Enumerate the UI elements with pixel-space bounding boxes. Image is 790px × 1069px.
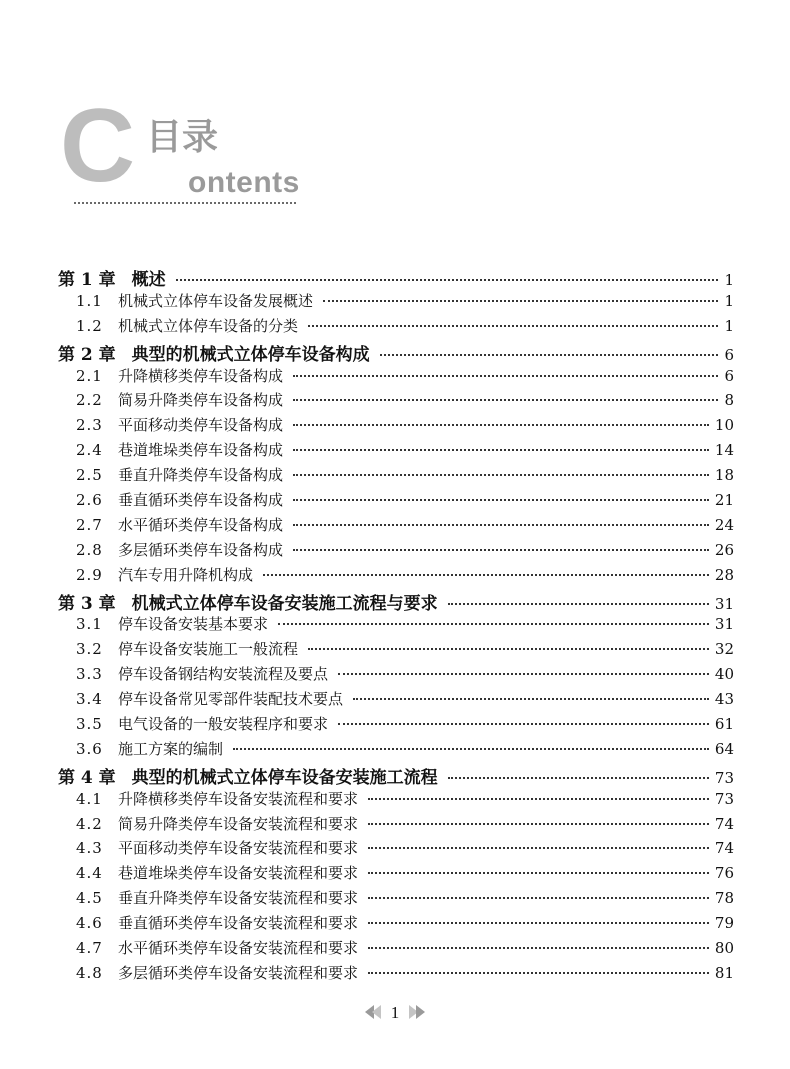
- toc-dot-leader: [176, 279, 718, 281]
- toc-entry-number: 第 1 章: [58, 270, 116, 290]
- toc-entry-title: 多层循环类停车设备安装流程和要求: [118, 963, 359, 982]
- toc-page-number: 1: [724, 316, 734, 335]
- contents-header: [60, 88, 320, 218]
- toc-section-row[interactable]: [58, 514, 734, 539]
- toc-dot-leader: [368, 897, 709, 899]
- toc-section-row[interactable]: [58, 439, 734, 464]
- toc-section-row[interactable]: [58, 962, 734, 987]
- toc-page-number: 78: [714, 889, 734, 908]
- right-triangle-icon: [409, 1004, 425, 1023]
- toc-dot-leader: [293, 549, 709, 551]
- toc-section-row[interactable]: [58, 613, 734, 638]
- toc-section-row[interactable]: [58, 788, 734, 813]
- toc-page-number: 6: [724, 366, 734, 385]
- toc-page-number: 31: [714, 615, 734, 634]
- toc-dot-leader: [293, 449, 709, 451]
- toc-section-row[interactable]: [58, 688, 734, 713]
- toc-dot-leader: [368, 922, 709, 924]
- toc-section-row[interactable]: [58, 315, 734, 340]
- toc-entry-title: 垂直升降类停车设备构成: [118, 466, 284, 485]
- toc-section-row[interactable]: [58, 464, 734, 489]
- toc-page-number: 79: [714, 914, 734, 933]
- toc-entry-title: 概述: [131, 270, 166, 290]
- toc-page-number: 10: [714, 416, 734, 435]
- toc-dot-leader: [353, 698, 709, 700]
- toc-entry-number: 2.2: [76, 391, 103, 410]
- toc-section-row[interactable]: [58, 290, 734, 315]
- toc-dot-leader: [368, 823, 709, 825]
- page-number: 1: [390, 1003, 400, 1022]
- toc-entry-title: 停车设备常见零部件装配技术要点: [118, 690, 344, 709]
- toc-dot-leader: [293, 499, 709, 501]
- toc-entry-title: 垂直循环类停车设备构成: [118, 491, 284, 510]
- toc-entry-number: 3.2: [76, 640, 103, 659]
- toc-page-number: 18: [714, 466, 734, 485]
- toc-entry-number: 4.6: [76, 914, 103, 933]
- toc-page-number: 73: [714, 768, 734, 787]
- toc-page-number: 40: [714, 665, 734, 684]
- toc-entry-title: 典型的机械式立体停车设备安装施工流程: [131, 767, 438, 788]
- toc-section-row[interactable]: [58, 837, 734, 862]
- toc-entry-title: 机械式立体停车设备发展概述: [118, 291, 314, 310]
- toc-dot-leader: [293, 474, 709, 476]
- toc-page-number: 1: [724, 291, 734, 310]
- toc-dot-leader: [368, 947, 709, 949]
- contents-big-letter: C: [60, 88, 134, 204]
- toc-entry-number: 2.5: [76, 466, 103, 485]
- toc-entry-number: 2.7: [76, 515, 103, 534]
- toc-chapter-row[interactable]: [58, 763, 734, 788]
- toc-entry-number: 4.8: [76, 963, 103, 982]
- toc-chapter-row[interactable]: [58, 589, 734, 614]
- toc-entry-title: 典型的机械式立体停车设备构成: [131, 344, 370, 365]
- toc-dot-leader: [448, 777, 709, 779]
- toc-section-row[interactable]: [58, 365, 734, 390]
- toc-dot-leader: [278, 623, 709, 625]
- toc-page-number: 73: [714, 789, 734, 808]
- contents-title-cn: 目录: [146, 117, 219, 158]
- toc-dot-leader: [263, 574, 709, 576]
- toc-dot-leader: [368, 872, 709, 874]
- toc-entry-number: 4.5: [76, 889, 103, 908]
- toc-entry-number: 4.4: [76, 864, 103, 883]
- toc-page-number: 28: [714, 565, 734, 584]
- toc-entry-number: 2.3: [76, 416, 103, 435]
- toc-entry-number: 2.1: [76, 366, 103, 385]
- toc-entry-number: 3.1: [76, 615, 103, 634]
- toc-page-number: 61: [714, 715, 734, 734]
- toc-entry-title: 机械式立体停车设备的分类: [118, 316, 299, 335]
- toc-section-row[interactable]: [58, 638, 734, 663]
- toc-entry-number: 4.7: [76, 939, 103, 958]
- toc-dot-leader: [338, 723, 709, 725]
- toc-dot-leader: [380, 354, 718, 356]
- toc-section-row[interactable]: [58, 862, 734, 887]
- toc-page-number: 74: [714, 839, 734, 858]
- toc-entry-title: 升降横移类停车设备安装流程和要求: [118, 789, 359, 808]
- toc-section-row[interactable]: [58, 564, 734, 589]
- toc-dot-leader: [233, 748, 709, 750]
- table-of-contents: [58, 265, 734, 987]
- toc-entry-number: 4.3: [76, 839, 103, 858]
- toc-section-row[interactable]: [58, 912, 734, 937]
- toc-entry-number: 2.9: [76, 565, 103, 584]
- toc-entry-number: 3.6: [76, 739, 103, 758]
- page-footer: [0, 1003, 790, 1023]
- toc-entry-number: 2.8: [76, 540, 103, 559]
- toc-page-number: 1: [724, 271, 734, 289]
- toc-dot-leader: [308, 648, 709, 650]
- toc-dot-leader: [293, 424, 709, 426]
- toc-page-number: 74: [714, 814, 734, 833]
- toc-section-row[interactable]: [58, 663, 734, 688]
- toc-entry-number: 3.4: [76, 690, 103, 709]
- toc-entry-number: 2.4: [76, 441, 103, 460]
- toc-section-row[interactable]: [58, 389, 734, 414]
- toc-page-number: 24: [714, 515, 734, 534]
- toc-entry-title: 停车设备钢结构安装流程及要点: [118, 665, 329, 684]
- toc-entry-number: 4.1: [76, 789, 103, 808]
- toc-entry-number: 1.2: [76, 316, 103, 335]
- toc-entry-title: 巷道堆垛类停车设备安装流程和要求: [118, 864, 359, 883]
- toc-page-number: 64: [714, 739, 734, 758]
- toc-section-row[interactable]: [58, 937, 734, 962]
- left-triangle-icon: [365, 1004, 381, 1023]
- toc-entry-number: 2.6: [76, 491, 103, 510]
- toc-dot-leader: [448, 603, 709, 605]
- toc-entry-title: 机械式立体停车设备安装施工流程与要求: [131, 593, 438, 614]
- toc-entry-title: 平面移动类停车设备构成: [118, 416, 284, 435]
- toc-entry-title: 汽车专用升降机构成: [118, 565, 254, 584]
- toc-chapter-row[interactable]: [58, 265, 734, 290]
- toc-section-row[interactable]: [58, 713, 734, 738]
- toc-dot-leader: [323, 300, 718, 302]
- toc-page-number: 6: [724, 345, 734, 364]
- toc-page-number: 76: [714, 864, 734, 883]
- toc-page-number: 80: [714, 939, 734, 958]
- toc-section-row[interactable]: [58, 887, 734, 912]
- toc-page-number: 26: [714, 540, 734, 559]
- toc-entry-number: 第 4 章: [58, 767, 116, 788]
- toc-chapter-row[interactable]: [58, 340, 734, 365]
- toc-entry-title: 垂直升降类停车设备安装流程和要求: [118, 889, 359, 908]
- toc-dot-leader: [368, 798, 709, 800]
- toc-entry-title: 施工方案的编制: [118, 739, 224, 758]
- toc-entry-title: 多层循环类停车设备构成: [118, 540, 284, 559]
- toc-dot-leader: [368, 847, 709, 849]
- toc-entry-number: 3.3: [76, 665, 103, 684]
- toc-dot-leader: [293, 399, 718, 401]
- toc-entry-number: 第 2 章: [58, 344, 116, 365]
- toc-entry-title: 升降横移类停车设备构成: [118, 366, 284, 385]
- toc-page-number: 32: [714, 640, 734, 659]
- toc-entry-title: 电气设备的一般安装程序和要求: [118, 715, 329, 734]
- toc-entry-number: 1.1: [76, 291, 103, 310]
- toc-entry-title: 简易升降类停车设备安装流程和要求: [118, 814, 359, 833]
- toc-section-row[interactable]: [58, 414, 734, 439]
- toc-page-number: 43: [714, 690, 734, 709]
- toc-section-row[interactable]: [58, 489, 734, 514]
- toc-entry-number: 第 3 章: [58, 593, 116, 614]
- contents-title-en: ontents: [188, 166, 300, 199]
- toc-page-number: 81: [714, 963, 734, 982]
- toc-dot-leader: [338, 673, 709, 675]
- toc-dot-leader: [293, 375, 718, 377]
- toc-entry-title: 停车设备安装基本要求: [118, 615, 269, 634]
- toc-entry-title: 简易升降类停车设备构成: [118, 391, 284, 410]
- toc-page-number: 14: [714, 441, 734, 460]
- toc-entry-title: 水平循环类停车设备构成: [118, 515, 284, 534]
- toc-page-number: 31: [714, 594, 734, 613]
- toc-entry-title: 平面移动类停车设备安装流程和要求: [118, 839, 359, 858]
- toc-section-row[interactable]: [58, 539, 734, 564]
- header-dotted-rule: [74, 202, 296, 204]
- toc-entry-number: 4.2: [76, 814, 103, 833]
- toc-page-number: 21: [714, 491, 734, 510]
- toc-dot-leader: [368, 972, 709, 974]
- toc-entry-title: 垂直循环类停车设备安装流程和要求: [118, 914, 359, 933]
- toc-entry-number: 3.5: [76, 715, 103, 734]
- toc-dot-leader: [293, 524, 709, 526]
- toc-section-row[interactable]: [58, 813, 734, 838]
- toc-entry-title: 巷道堆垛类停车设备构成: [118, 441, 284, 460]
- toc-entry-title: 水平循环类停车设备安装流程和要求: [118, 939, 359, 958]
- toc-dot-leader: [308, 325, 718, 327]
- toc-page-number: 8: [724, 391, 734, 410]
- toc-section-row[interactable]: [58, 738, 734, 763]
- toc-entry-title: 停车设备安装施工一般流程: [118, 640, 299, 659]
